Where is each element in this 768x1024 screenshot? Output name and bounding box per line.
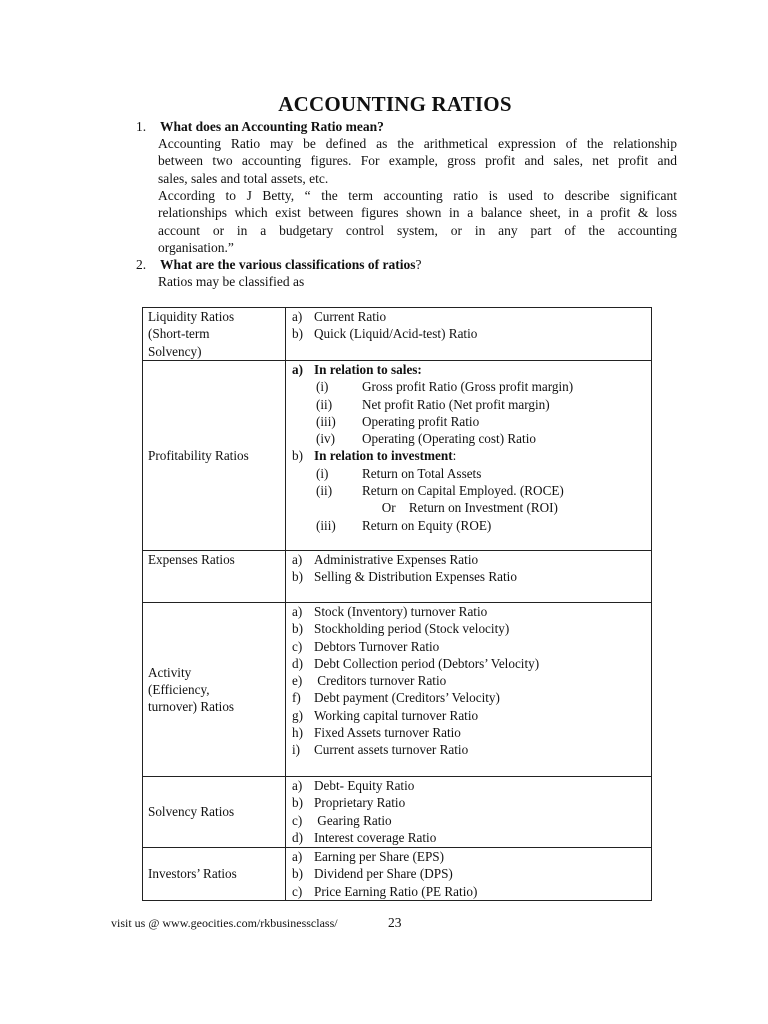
page-title: ACCOUNTING RATIOS	[278, 92, 512, 116]
table-row	[143, 603, 652, 777]
category-label: Investors’ Ratios	[148, 866, 237, 882]
list-item: g) Working capital turnover Ratio	[292, 707, 479, 723]
category-label: Profitability Ratios	[148, 447, 249, 463]
paragraph-line: relationships which exist between figures shown in a balance sheet, in a profit & loss	[158, 205, 677, 221]
page-number: 23	[388, 915, 402, 930]
paragraph-line: sales, sales and total assets, etc.	[158, 170, 329, 186]
list-item: Or Return on Investment (ROI)	[362, 500, 558, 516]
table-row	[143, 777, 652, 848]
list-item: d) Debt Collection period (Debtors’ Velocity)	[292, 655, 540, 671]
quote-paragraph	[158, 187, 677, 256]
list-item: a) Earning per Share (EPS)	[292, 849, 445, 864]
group-heading: b) In relation to investment :	[292, 448, 457, 464]
category-label: Solvency Ratios	[148, 804, 235, 820]
table-row	[143, 848, 652, 901]
category-label: Liquidity Ratios	[148, 309, 235, 324]
list-item: c) Price Earning Ratio (PE Ratio)	[292, 883, 478, 899]
category-cell	[143, 551, 286, 603]
ratio-classification-table	[142, 307, 652, 901]
list-item: b) Quick (Liquid/Acid-test) Ratio	[292, 326, 478, 342]
category-label: (Efficiency,	[148, 681, 210, 697]
category-cell	[143, 777, 286, 848]
classification-intro: Ratios may be classified as	[158, 274, 305, 289]
paragraph-line: between two accounting figures. For example, gross profit and sales, net profit and	[158, 153, 677, 169]
question-number: 1.	[136, 119, 147, 134]
list-item: b) Stockholding period (Stock velocity)	[292, 621, 510, 637]
ratio-list-cell	[286, 848, 652, 901]
group-heading: a) In relation to sales:	[292, 362, 422, 377]
list-item: c) Debtors Turnover Ratio	[292, 638, 440, 654]
category-label: Activity	[148, 664, 192, 680]
list-item: e) Creditors turnover Ratio	[292, 673, 447, 689]
ratio-list-cell	[286, 308, 652, 361]
list-item: i) Current assets turnover Ratio	[292, 742, 469, 758]
list-item: b) Proprietary Ratio	[292, 795, 406, 811]
list-item: h) Fixed Assets turnover Ratio	[292, 725, 461, 741]
list-item: b) Dividend per Share (DPS)	[292, 866, 453, 882]
list-item: a) Stock (Inventory) turnover Ratio	[292, 604, 488, 619]
list-item: (iii) Return on Equity (ROE)	[316, 517, 492, 533]
list-item: c) Gearing Ratio	[292, 812, 392, 828]
list-item: (iii) Operating profit Ratio	[316, 413, 480, 429]
ratio-list-cell	[286, 361, 652, 551]
category-label: Expenses Ratios	[148, 552, 235, 567]
paragraph-line: account or in a budgetary control system, or in any part of the accounting	[158, 222, 677, 238]
category-cell	[143, 361, 286, 551]
paragraph-line: organisation.”	[158, 239, 234, 255]
list-item: (ii) Return on Capital Employed. (ROCE)	[316, 483, 564, 499]
ratio-list-cell	[286, 777, 652, 848]
question-mark: ?	[415, 257, 422, 272]
list-item: a) Debt- Equity Ratio	[292, 778, 415, 793]
category-cell	[143, 848, 286, 901]
category-cell	[143, 308, 286, 361]
table-row	[143, 308, 652, 361]
category-label: turnover) Ratios	[148, 699, 235, 715]
list-item: (iv) Operating (Operating cost) Ratio	[316, 431, 536, 447]
list-item: b) Selling & Distribution Expenses Ratio	[292, 569, 517, 585]
definition-paragraph	[158, 135, 677, 187]
table-row	[143, 361, 652, 551]
list-item: a) Administrative Expenses Ratio	[292, 552, 479, 567]
paragraph-line: According to J Betty, “ the term accounting ratio is used to describe significant	[158, 188, 677, 203]
category-cell	[143, 603, 286, 777]
list-item: (i) Return on Total Assets	[316, 465, 482, 481]
question-text: What are the various classifications of ratios	[160, 257, 416, 272]
question-text: What does an Accounting Ratio mean?	[160, 119, 384, 134]
list-item: a) Current Ratio	[292, 309, 387, 324]
ratio-list-cell	[286, 551, 652, 603]
ratio-list-cell	[286, 603, 652, 777]
category-label: Solvency)	[148, 343, 202, 359]
question-number: 2.	[136, 257, 147, 272]
list-item: (i) Gross profit Ratio (Gross profit margin)	[316, 379, 574, 395]
list-item: (ii) Net profit Ratio (Net profit margin)	[316, 396, 550, 412]
list-item: f) Debt payment (Creditors’ Velocity)	[292, 690, 500, 706]
category-label: (Short-term	[148, 326, 210, 342]
list-item: d) Interest coverage Ratio	[292, 829, 437, 845]
footer-url: visit us @ www.geocities.com/rkbusinessclass/	[111, 916, 338, 930]
paragraph-line: Accounting Ratio may be defined as the arithmetical expression of the relationship	[158, 136, 677, 151]
table-row	[143, 551, 652, 603]
